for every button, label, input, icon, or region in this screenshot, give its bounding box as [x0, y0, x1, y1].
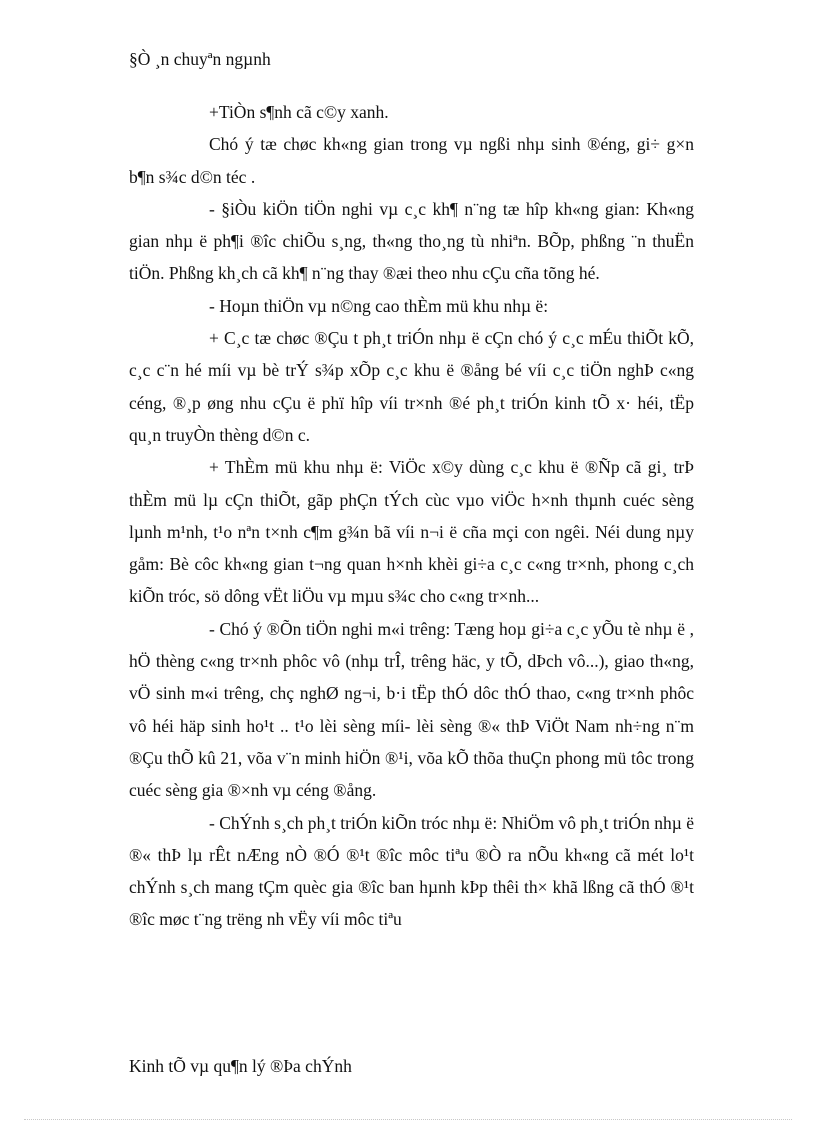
page-bottom-rule	[24, 1119, 792, 1120]
paragraph: - Hoµn thiÖn vµ n©ng cao thÈm mü khu nhµ ë:	[209, 295, 549, 316]
paragraph: + ThÈm mü khu nhµ ë: ViÖc x©y dùng c¸c khu ë ®Ñp cã gi¸ trÞ thÈm mü lµ cÇn thiÕt, gãp phÇn tÝch cùc vµo viÖc h×nh thµnh cuéc sèng lµnh m¹nh, t¹o nªn t×nh c¶m g¾n bã víi n¬i ë cña mçi con ngêi. Néi dung nµy gåm: Bè côc kh«ng gian t¬ng quan h×nh khèi gi÷a c¸c c«ng tr×nh, phong c¸ch kiÕn tróc, sö dông vËt liÖu vµ mµu s¾c cho c«ng tr×nh...	[129, 457, 694, 607]
page-footer: Kinh tÕ vµ qu¶n lý ®Þa chÝnh	[129, 1056, 352, 1076]
paragraph: + C¸c tæ chøc ®Çu t ph¸t triÓn nhµ ë cÇn chó ý c¸c mÉu thiÕt kÕ, c¸c c¨n hé míi vµ bè trÝ s¾p xÕp c¸c khu ë ®ång bé víi c¸c tiÖn nghÞ c«ng céng, ®¸p øng nhu cÇu ë phï hîp víi tr×nh ®é ph¸t triÓn kinh tÕ x· héi, tËp qu¸n truyÒn thèng d©n c.	[129, 328, 694, 445]
paragraph: Chó ý tæ chøc kh«ng gian trong vµ ngßi nhµ sinh ®éng, gi÷ g×n b¶n s¾c d©n téc .	[129, 134, 694, 187]
paragraph: - §iÒu kiÖn tiÖn nghi vµ c¸c kh¶ n¨ng tæ hîp kh«ng gian: Kh«ng gian nhµ ë ph¶i ®îc chiÕu s¸ng, th«ng tho¸ng tù nhiªn. BÕp, phßng ¨n thuËn tiÖn. Phßng kh¸ch cã kh¶ n¨ng thay ®æi theo nhu cÇu cña tõng hé.	[129, 198, 694, 284]
document-body	[129, 96, 694, 936]
paragraph: +TiÒn s¶nh cã c©y xanh.	[209, 102, 389, 122]
page-header: §Ò ¸n chuyªn ngµnh	[129, 49, 271, 69]
paragraph: - Chó ý ®Õn tiÖn nghi m«i trêng: Tæng hoµ gi÷a c¸c yÕu tè nhµ ë , hÖ thèng c«ng tr×nh phôc vô (nhµ trÎ, trêng häc, y tÕ, dÞch vô...), giao th«ng, vÖ sinh m«i trêng, chç nghØ ng¬i, b·i tËp thÓ dôc thÓ thao, c«ng tr×nh phôc vô héi häp sinh ho¹t .. t¹o lèi sèng míi- lèi sèng ®« thÞ ViÖt Nam nh÷ng n¨m ®Çu thÕ kû 21, võa v¨n minh hiÖn ®¹i, võa kÕ thõa thuÇn phong mü tôc trong cuéc sèng gia ®×nh vµ céng ®ång.	[129, 618, 694, 801]
paragraph: - ChÝnh s¸ch ph¸t triÓn kiÕn tróc nhµ ë: NhiÖm vô ph¸t triÓn nhµ ë ®« thÞ lµ rÊt nÆng nÒ ®Ó ®¹t ®îc môc tiªu ®Ò ra nÕu kh«ng cã mét lo¹t chÝnh s¸ch mang tÇm quèc gia ®îc ban hµnh kÞp thêi th× khã lßng cã thÓ ®¹t ®îc møc t¨ng trëng nh vËy víi môc tiªu	[129, 812, 694, 930]
